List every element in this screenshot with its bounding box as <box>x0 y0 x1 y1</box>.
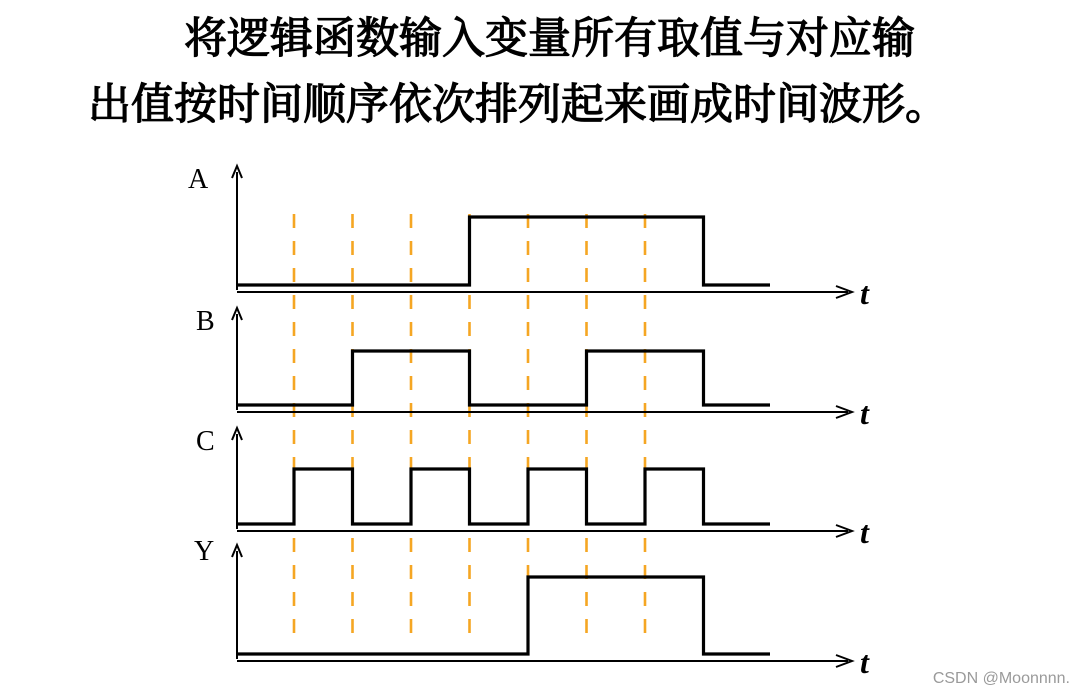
watermark: CSDN @Moonnnn. <box>932 670 1070 687</box>
title-line-1: 将逻辑函数输入变量所有取值与对应输 <box>184 14 915 64</box>
title-line-2: 出值按时间顺序依次排列起来画成时间波形。 <box>88 80 948 130</box>
time-label-a: t <box>860 275 869 311</box>
time-label-c: t <box>860 514 869 550</box>
waveform-y <box>237 577 770 654</box>
signal-label-c: C <box>196 426 215 457</box>
time-label-y: t <box>860 644 869 680</box>
waveform-a <box>237 217 770 285</box>
signal-label-a: A <box>188 164 209 195</box>
signal-label-b: B <box>196 306 215 337</box>
waveform-c <box>237 469 770 524</box>
waveform-b <box>237 351 770 405</box>
time-label-b: t <box>860 395 869 431</box>
signal-label-y: Y <box>194 536 215 567</box>
